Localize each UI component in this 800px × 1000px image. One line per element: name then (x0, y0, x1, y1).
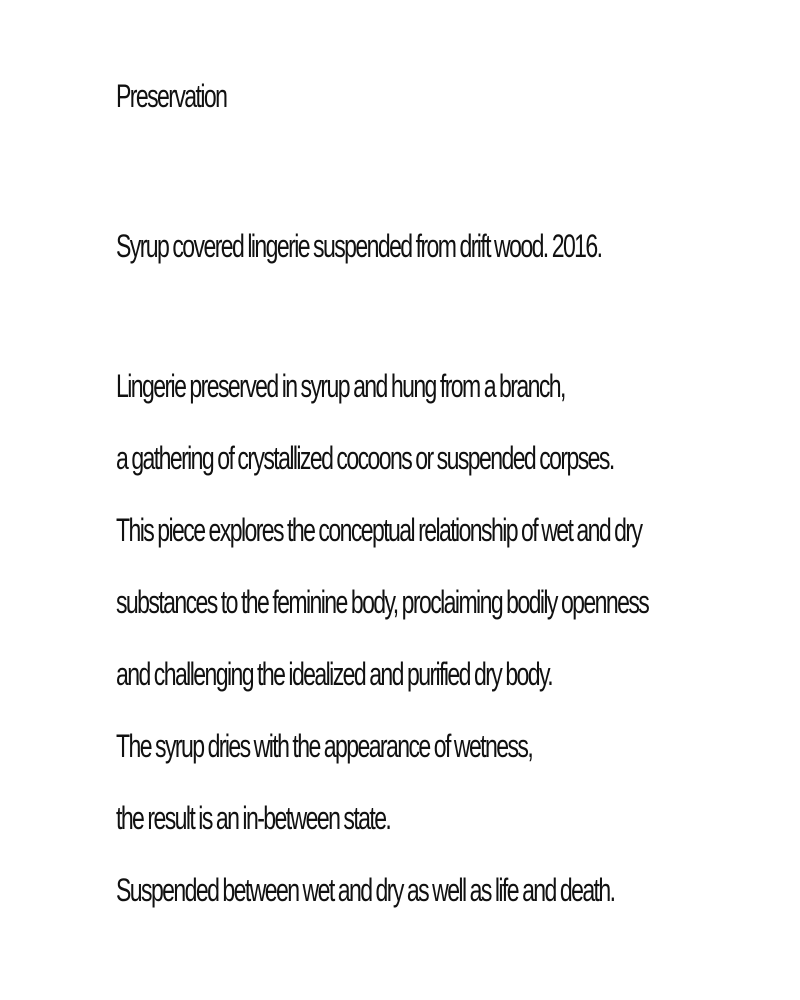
artwork-caption: Syrup covered lingerie suspended from drift wood. 2016. (116, 228, 602, 264)
description-line: a gathering of crystallized cocoons or suspended corpses. (116, 440, 614, 476)
description-line: the result is an in-between state. (116, 800, 391, 836)
description-line: substances to the feminine body, proclaiming bodily openness (116, 584, 649, 620)
description-line: The syrup dries with the appearance of wetness, (116, 728, 533, 764)
description-line: Suspended between wet and dry as well as life and death. (116, 872, 615, 908)
description-line: This piece explores the conceptual relationship of wet and dry (116, 512, 642, 548)
document-title: Preservation (116, 78, 227, 114)
artwork-description (116, 366, 649, 942)
description-line: Lingerie preserved in syrup and hung from a branch, (116, 368, 565, 404)
description-line: and challenging the idealized and purified dry body. (116, 656, 553, 692)
